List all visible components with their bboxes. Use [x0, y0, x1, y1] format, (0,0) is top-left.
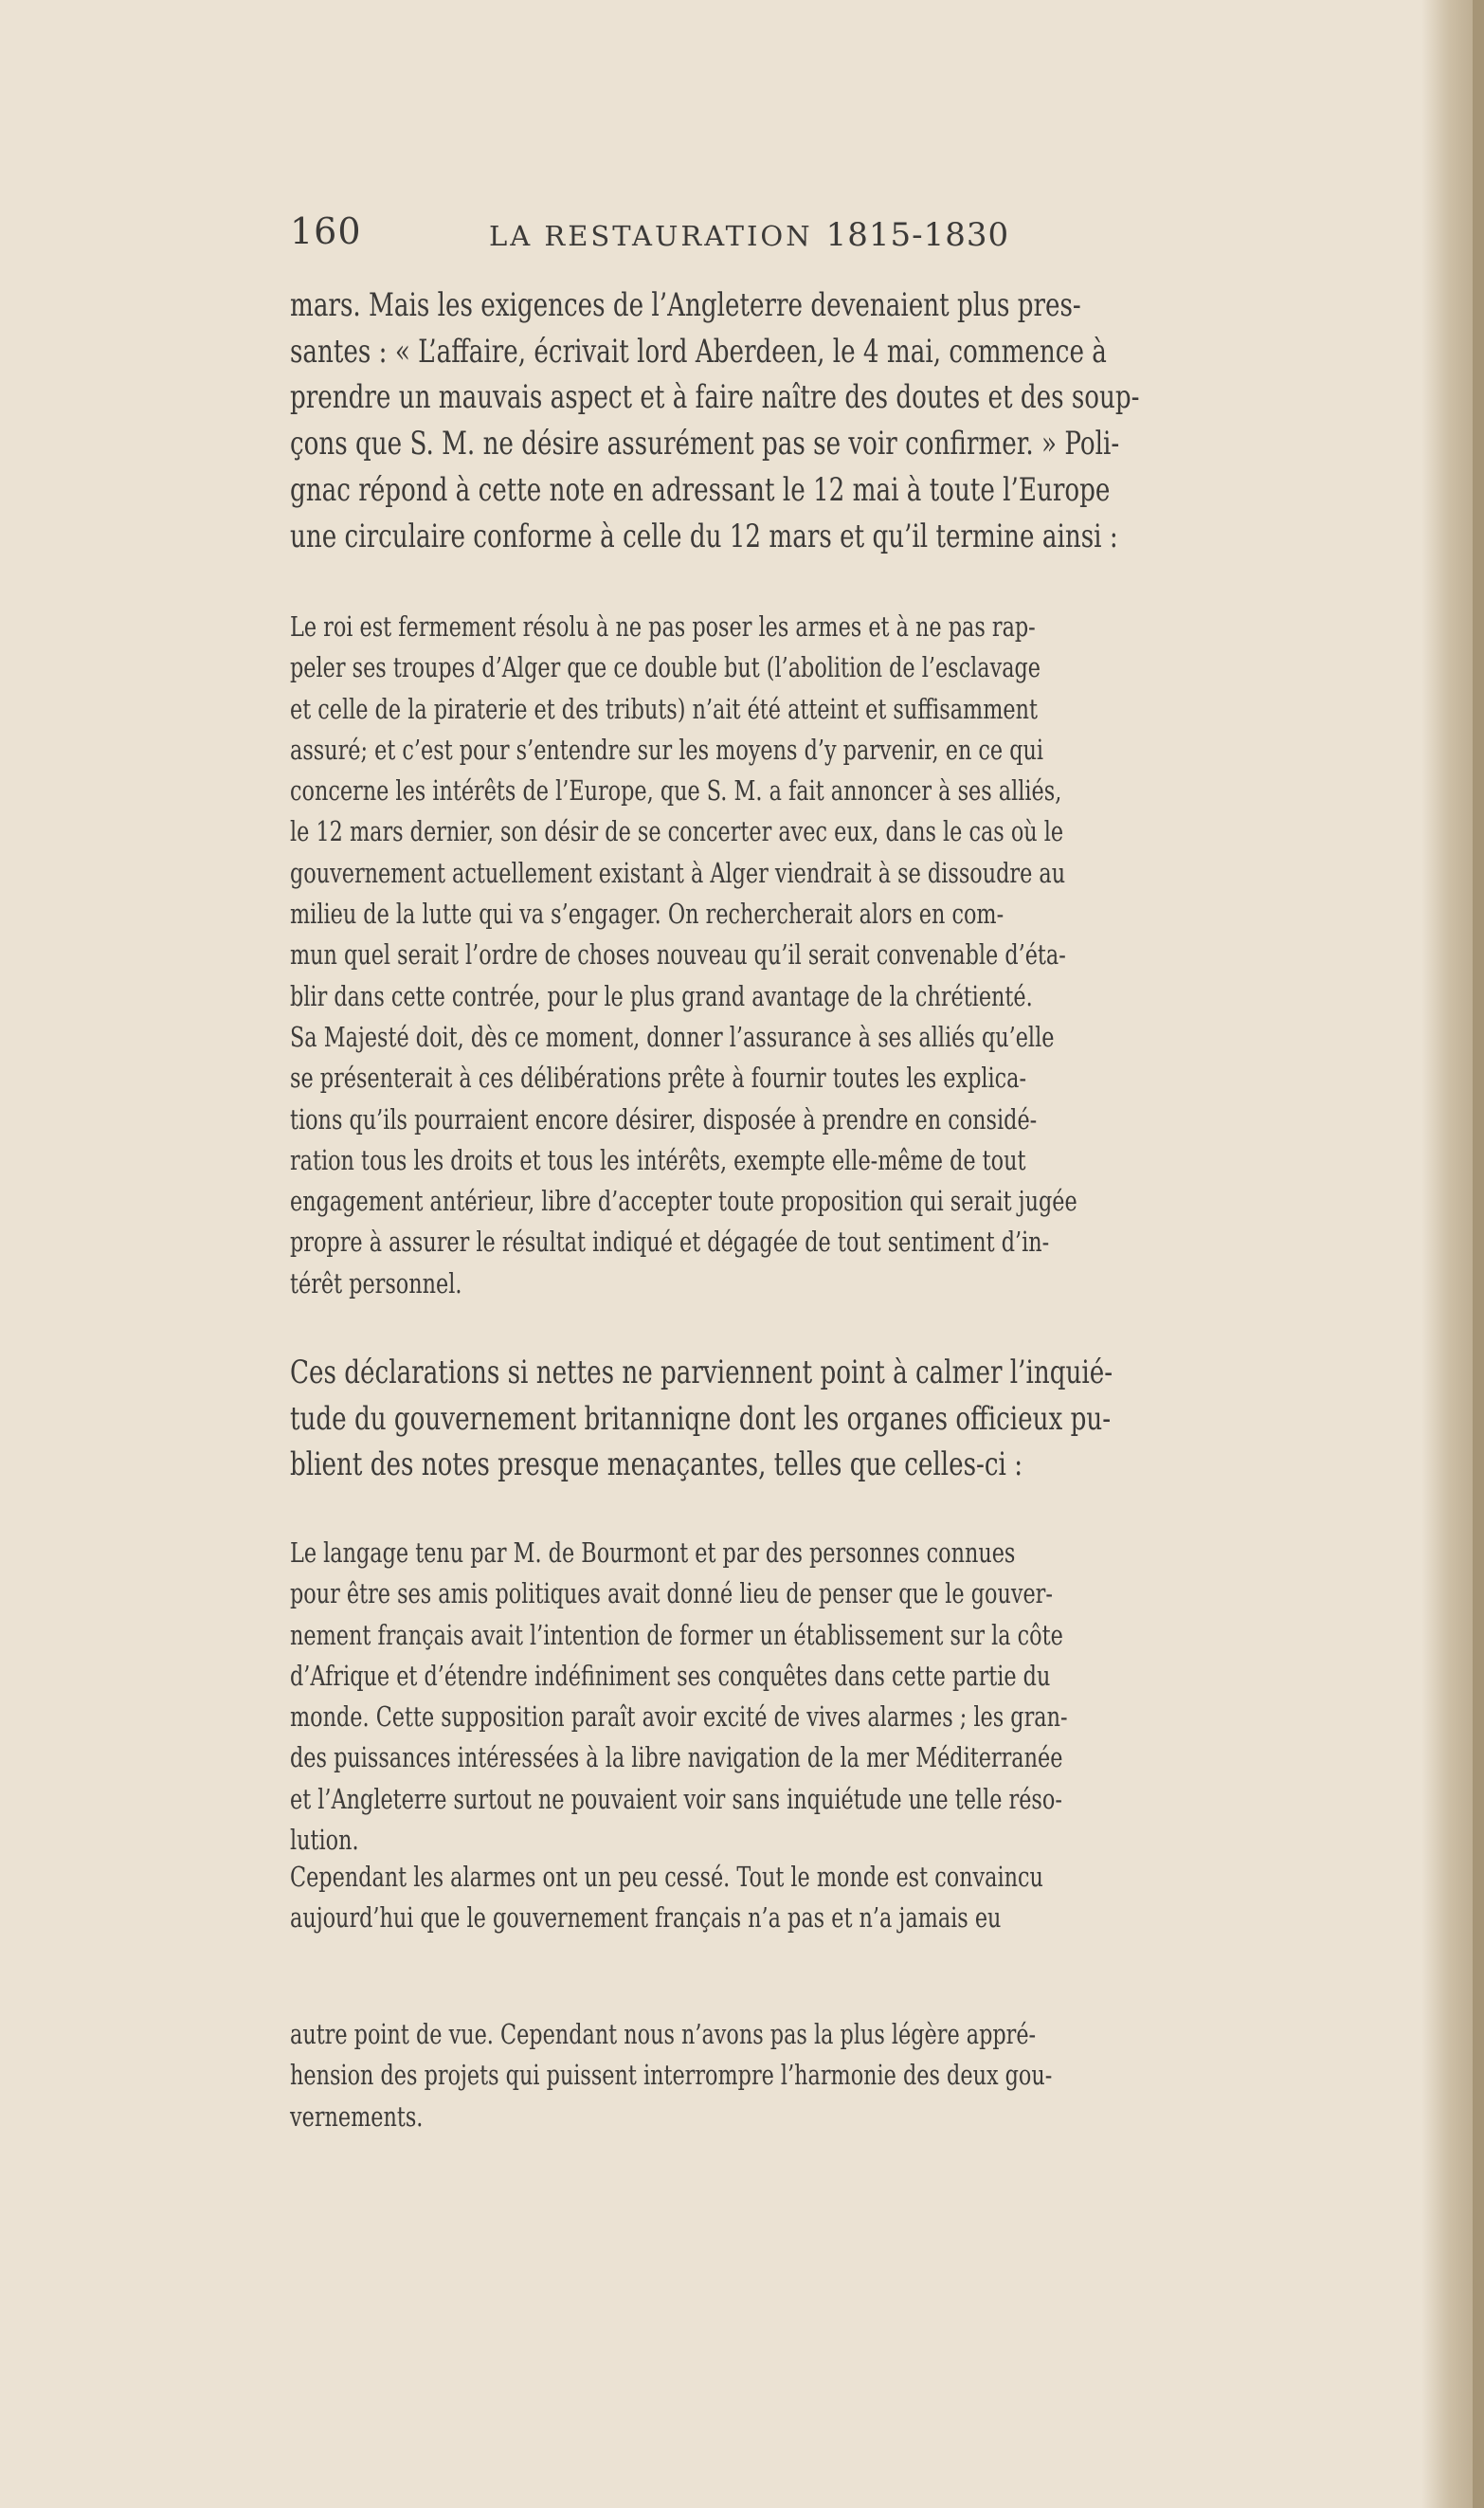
block-quote-british-notes-continued — [290, 1857, 1215, 1939]
text-line: mun quel serait l’ordre de choses nouveau qu’il serait convenable d’éta- — [290, 938, 1066, 972]
text-line: tude du gouvernement britanniqne dont les organes officieux pu- — [290, 1399, 1112, 1438]
text-line: des puissances intéressées à la libre navigation de la mer Méditerranée — [290, 1741, 1063, 1774]
text-line: le 12 mars dernier, son désir de se concerter avec eux, dans le cas où le — [290, 815, 1064, 848]
text-line: concerne les intérêts de l’Europe, que S. M. a fait annoncer à ses alliés, — [290, 774, 1062, 808]
text-line: santes : « L’affaire, écrivait lord Aberdeen, le 4 mai, commence à — [290, 332, 1107, 371]
text-line: Le roi est fermement résolu à ne pas poser les armes et à ne pas rap- — [290, 610, 1036, 643]
text-line: milieu de la lutte qui va s’engager. On rechercherait alors en com- — [290, 898, 1004, 931]
text-line: térêt personnel. — [290, 1266, 462, 1299]
text-line: vernements. — [290, 2099, 424, 2133]
text-line: tions qu’ils pourraient encore désirer, disposée à prendre en considé- — [290, 1102, 1038, 1136]
text-line: se présenterait à ces délibérations prête à fournir toutes les explica- — [290, 1062, 1027, 1095]
text-line: d’Afrique et d’étendre indéfiniment ses conquêtes dans cette partie du — [290, 1659, 1051, 1692]
text-line: autre point de vue. Cependant nous n’avons pas la plus légère appré- — [290, 2018, 1037, 2050]
text-line: ration tous les droits et tous les intérêts, exempte elle-même de tout — [290, 1143, 1026, 1176]
text-line: blient des notes presque menaçantes, telles que celles-ci : — [290, 1445, 1023, 1484]
text-line: propre à assurer le résultat indiqué et dégagée de tout sentiment d’in- — [290, 1226, 1050, 1259]
text-line: monde. Cette supposition paraît avoir excité de vives alarmes ; les gran- — [290, 1700, 1068, 1734]
body-paragraph-2 — [290, 1350, 1215, 1488]
text-line: Ces déclarations si nettes ne parviennent point à calmer l’inquié- — [290, 1354, 1113, 1391]
page-edge-dark — [1473, 0, 1484, 2508]
text-line: aujourd’hui que le gouvernement français n’a pas et n’a jamais eu — [290, 1901, 1002, 1935]
text-line: Cependant les alarmes ont un peu cessé. Tout le monde est convaincu — [290, 1861, 1043, 1893]
text-line: peler ses troupes d’Alger que ce double but (l’abolition de l’esclavage — [290, 651, 1041, 684]
page-number: 160 — [290, 210, 362, 252]
text-line: gnac répond à cette note en adressant le 12 mai à toute l’Europe — [290, 470, 1111, 509]
block-quote-british-notes — [290, 1533, 1215, 1861]
block-quote-conclusion — [290, 2014, 1215, 2137]
text-line: mars. Mais les exigences de l’Angleterre devenaient plus pres- — [290, 286, 1081, 324]
running-header — [290, 210, 1143, 267]
running-title — [489, 216, 1009, 254]
text-line: hension des projets qui puissent interrompre l’harmonie des deux gou- — [290, 2059, 1053, 2092]
running-title-years: 1815-1830 — [825, 216, 1010, 254]
text-line: et celle de la piraterie et des tributs) n’ait été atteint et suffisamment — [290, 692, 1038, 725]
text-line: blir dans cette contrée, pour le plus grand avantage de la chrétienté. — [290, 979, 1033, 1012]
text-line: prendre un mauvais aspect et à faire naître des doutes et des soup- — [290, 378, 1140, 417]
text-line: nement français avait l’intention de former un établissement sur la côte — [290, 1618, 1063, 1651]
text-line: assuré; et c’est pour s’entendre sur les moyens d’y parvenir, en ce qui — [290, 733, 1044, 766]
text-line: Le langage tenu par M. de Bourmont et par des personnes connues — [290, 1536, 1016, 1569]
text-line: et l’Angleterre surtout ne pouvaient voir sans inquiétude une telle réso- — [290, 1782, 1062, 1815]
text-line: lution. — [290, 1824, 359, 1857]
text-line: engagement antérieur, libre d’accepter toute proposition qui serait jugée — [290, 1185, 1077, 1218]
body-paragraph-1 — [290, 282, 1215, 559]
running-title-text: LA RESTAURATION — [489, 220, 813, 252]
text-line: pour être ses amis politiques avait donné lieu de penser que le gouver- — [290, 1577, 1053, 1610]
text-line: une circulaire conforme à celle du 12 mars et qu’il termine ainsi : — [290, 517, 1118, 555]
block-quote-circular — [290, 607, 1215, 1304]
text-line: çons que S. M. ne désire assurément pas se voir confirmer. » Poli- — [290, 425, 1120, 463]
text-line: Sa Majesté doit, dès ce moment, donner l’assurance à ses alliés qu’elle — [290, 1020, 1055, 1053]
text-line: gouvernement actuellement existant à Alger viendrait à se dissoudre au — [290, 856, 1066, 889]
